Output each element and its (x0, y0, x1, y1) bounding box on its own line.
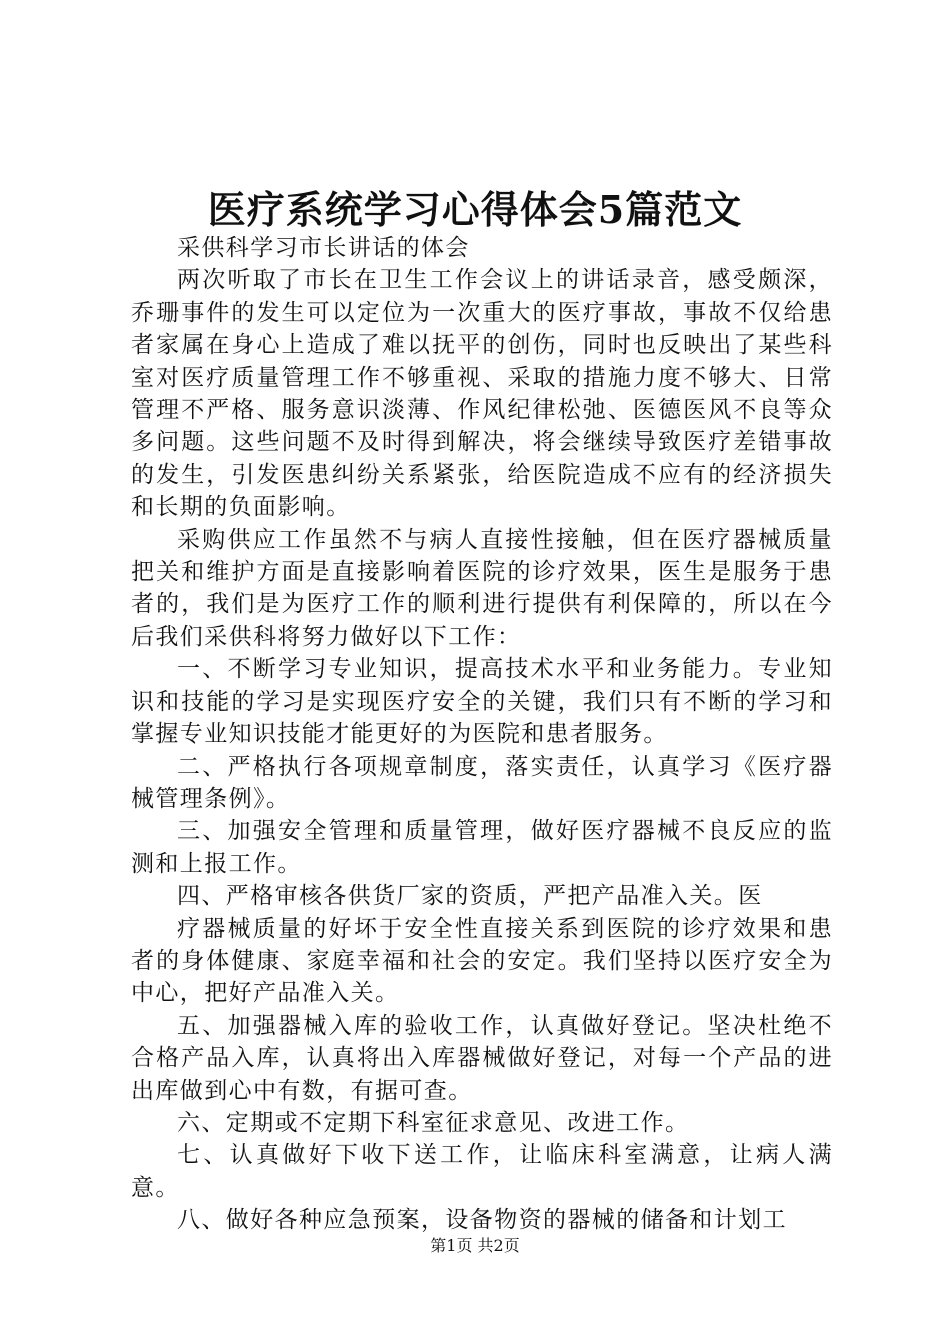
document-title: 医疗系统学习心得体会5篇范文 (207, 187, 743, 232)
paragraph-item-2: 二、严格执行各项规章制度，落实责任，认真学习《医疗器械管理条例》。 (131, 753, 833, 812)
paragraph-item-5: 五、加强器械入库的验收工作，认真做好登记。坚决杜绝不合格产品入库，认真将出入库器械做好登记，对每一个产品的进出库做到心中有数，有据可查。 (131, 1012, 833, 1104)
paragraph-item-7: 七、认真做好下收下送工作，让临床科室满意，让病人满意。 (131, 1142, 833, 1201)
paragraph: 采购供应工作虽然不与病人直接性接触，但在医疗器械质量把关和维护方面是直接影响着医院的诊疗效果，医生是服务于患者的，我们是为医疗工作的顺利进行提供有利保障的，所以在今后我们采供科将努力做好以下工作： (131, 526, 833, 650)
paragraph-item-1: 一、不断学习专业知识，提高技术水平和业务能力。专业知识和技能的学习是实现医疗安全的关键，我们只有不断的学习和掌握专业知识技能才能更好的为医院和患者服务。 (131, 656, 833, 748)
paragraph-item-8: 八、做好各种应急预案，设备物资的器械的储备和计划工 (177, 1207, 787, 1234)
paragraph: 两次听取了市长在卫生工作会议上的讲话录音，感受颇深，乔珊事件的发生可以定位为一次重大的医疗事故，事故不仅给患者家属在身心上造成了难以抚平的创伤，同时也反映出了某些科室对医疗质量管理工作不够重视、采取的措施力度不够大、日常管理不严格、服务意识淡薄、作风纪律松弛、医德医风不良等众多问题。这些问题不及时得到解决，将会继续导致医疗差错事故的发生，引发医患纠纷关系紧张，给医院造成不应有的经济损失和长期的负面影响。 (131, 267, 833, 521)
paragraph-item-6: 六、定期或不定期下科室征求意见、改进工作。 (177, 1109, 690, 1136)
page-number-footer: 第1页 共2页 (430, 1236, 520, 1255)
paragraph-item-3: 三、加强安全管理和质量管理，做好医疗器械不良反应的监测和上报工作。 (131, 818, 833, 877)
paragraph: 疗器械质量的好坏于安全性直接关系到医院的诊疗效果和患者的身体健康、家庭幸福和社会的安定。我们坚持以医疗安全为中心，把好产品准入关。 (131, 915, 833, 1007)
paragraph-item-4: 四、严格审核各供货厂家的资质，严把产品准入关。医 (177, 883, 763, 910)
document-body (131, 232, 833, 1237)
paragraph-heading: 采供科学习市长讲话的体会 (177, 235, 470, 261)
